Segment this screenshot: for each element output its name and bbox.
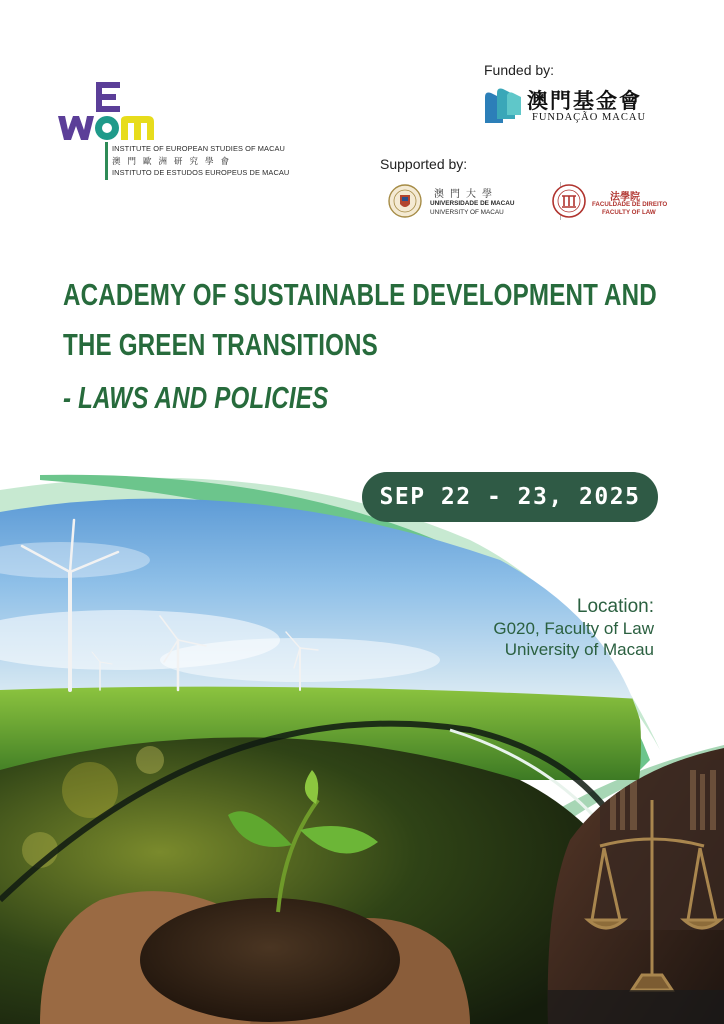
location-venue: G020, Faculty of Law bbox=[493, 619, 654, 638]
location-institution: University of Macau bbox=[504, 640, 654, 659]
supported-by-label: Supported by: bbox=[380, 156, 468, 172]
fundacao-macau-pt: FUNDAÇÃO MACAU bbox=[532, 112, 647, 123]
university-name-zh: 澳門大學 bbox=[434, 189, 498, 200]
supporters-logos bbox=[388, 182, 678, 222]
event-title-line-2: THE GREEN TRANSITIONS bbox=[63, 327, 378, 362]
university-seal-icon bbox=[388, 184, 422, 218]
event-title-line-1: ACADEMY OF SUSTAINABLE DEVELOPMENT AND bbox=[63, 277, 657, 312]
event-location bbox=[493, 596, 654, 660]
logo-text-en: INSTITUTE OF EUROPEAN STUDIES OF MACAU bbox=[112, 144, 285, 153]
ieem-logo-mark bbox=[58, 82, 156, 144]
logo-accent-bar bbox=[105, 142, 108, 180]
university-name-pt: UNIVERSIDADE DE MACAU bbox=[430, 200, 515, 207]
event-date-badge bbox=[362, 472, 658, 522]
event-subtitle: - LAWS AND POLICIES bbox=[63, 380, 329, 415]
faculty-of-law-en: FACULTY OF LAW bbox=[602, 209, 656, 216]
faculty-of-law-pt: FACULDADE DE DIREITO bbox=[592, 201, 668, 208]
fundacao-macau-logo bbox=[483, 85, 673, 125]
location-label: Location: bbox=[576, 596, 654, 617]
faculty-of-law-seal-icon bbox=[552, 184, 586, 218]
funded-by-label: Funded by: bbox=[484, 62, 555, 78]
faculty-of-law-zh: 法學院 bbox=[610, 192, 640, 203]
university-name-en: UNIVERSITY OF MACAU bbox=[430, 209, 504, 216]
ieem-logo bbox=[58, 82, 298, 182]
logo-text-pt: INSTITUTO DE ESTUDOS EUROPEUS DE MACAU bbox=[112, 168, 290, 177]
fundacao-macau-zh: 澳門基金會 bbox=[527, 88, 642, 113]
event-date-text: SEP 22 - 23, 2025 bbox=[379, 484, 641, 510]
logo-text-zh: 澳門歐洲研究學會 bbox=[112, 157, 237, 167]
fundacao-macau-emblem-icon bbox=[483, 85, 523, 125]
